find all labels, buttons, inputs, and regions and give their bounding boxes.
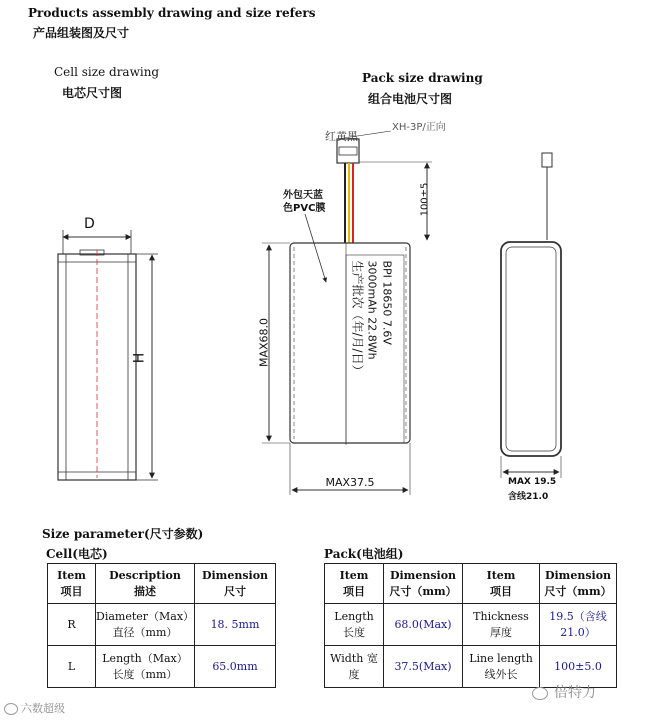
pack-drawing-title-en: Pack size drawing <box>362 71 483 85</box>
cell-drawing-title-cn: 电芯尺寸图 <box>62 86 123 100</box>
header-cell: Dimension 尺寸（mm） <box>384 564 463 604</box>
pack-side-drawing <box>501 153 561 478</box>
header-cell: Item 项目 <box>48 564 96 604</box>
pvc-label-line1: 外包天蓝 <box>283 190 323 201</box>
wire-colors-label: 红黄黑 <box>325 130 358 143</box>
cell-drawing-title-en: Cell size drawing <box>54 65 160 79</box>
header-cell: Dimension 尺寸 <box>195 564 276 604</box>
table-row <box>325 604 617 646</box>
pack-height-dim: MAX68.0 <box>257 317 271 368</box>
cell-height-label: H <box>131 352 148 364</box>
wechat-icon <box>532 687 548 700</box>
table-header-row <box>48 564 276 604</box>
cell-table-title: Cell(电芯) <box>46 547 108 561</box>
pvc-label-line2: 色PVC膜 <box>283 203 326 214</box>
header-title-cn: 产品组装图及尺寸 <box>33 26 130 40</box>
watermark-left: 六数超级 <box>4 700 65 716</box>
watermark-right: 倍特力 <box>532 682 596 702</box>
cell-desc: Diameter（Max） 直径（mm） <box>96 604 195 646</box>
pack-print-line2: 3000mAh 22.8Wh <box>365 260 379 360</box>
pack-table <box>324 563 617 688</box>
cell-value: 18. 5mm <box>195 604 276 646</box>
header-cell: Description 描述 <box>96 564 195 604</box>
pack-table-title: Pack(电池组) <box>324 547 404 561</box>
table-row <box>48 604 276 646</box>
header-cell: Dimension 尺寸（mm） <box>540 564 617 604</box>
cell-item: L <box>48 646 96 688</box>
pack-print-line1: BPI 18650 7.6V <box>380 260 394 345</box>
pack-item: Width 宽 度 <box>325 646 384 688</box>
table-header-row <box>325 564 617 604</box>
pack-drawing-title-cn: 组合电池尺寸图 <box>368 92 453 106</box>
side-max-dim: MAX 19.5 <box>508 477 557 487</box>
cell-item: R <box>48 604 96 646</box>
table-row <box>48 646 276 688</box>
pack-item: Line length 线外长 <box>463 646 540 688</box>
pack-item: Thickness 厚度 <box>463 604 540 646</box>
pack-value: 68.0(Max) <box>384 604 463 646</box>
header-cell: Item 项目 <box>463 564 540 604</box>
cell-table <box>47 563 276 688</box>
connector-label: XH-3P/正向 <box>392 122 446 133</box>
header-title-en: Products assembly drawing and size refers <box>28 6 316 20</box>
pack-value: 37.5(Max) <box>384 646 463 688</box>
wire-length-dim: 100±5 <box>419 182 431 217</box>
pack-width-dim: MAX37.5 <box>325 476 375 489</box>
watermark-logo-icon <box>4 703 18 715</box>
cell-desc: Length（Max） 长度（mm） <box>96 646 195 688</box>
pack-value: 19.5（含线 21.0） <box>540 604 617 646</box>
pack-value: 100±5.0 <box>540 646 617 688</box>
cell-value: 65.0mm <box>195 646 276 688</box>
pack-print-block <box>350 261 395 461</box>
side-wire-dim: 含线21.0 <box>508 492 549 502</box>
header-cell: Item 项目 <box>325 564 384 604</box>
pack-item: Length 长度 <box>325 604 384 646</box>
cell-diameter-label: D <box>84 216 95 232</box>
pack-print-line3: 生产批次（年/月/日） <box>350 260 365 377</box>
size-param-title: Size parameter(尺寸参数) <box>42 527 204 541</box>
